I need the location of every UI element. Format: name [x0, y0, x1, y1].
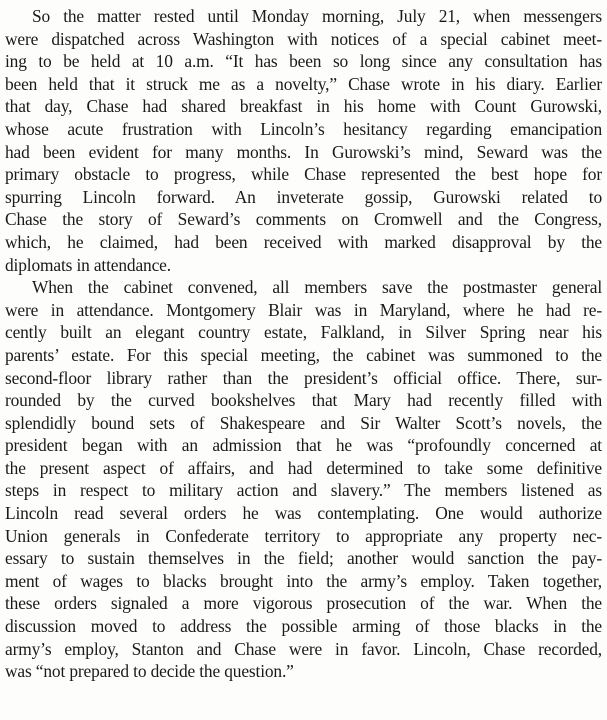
text-line: had been evident for many months. In Gurowski’s mind, Seward was the: [5, 141, 602, 162]
text-line: president began with an admission that he was “profoundly concerned at: [5, 435, 602, 456]
text-line: second-floor library rather than the president’s official office. There, sur-: [5, 367, 602, 388]
text-line: splendidly bound sets of Shakespeare and Sir Walter Scott’s novels, the: [5, 412, 602, 433]
text-line: ing to be held at 10 a.m. “It has been so long since any consultation has: [5, 51, 602, 72]
body-text: [5, 5, 602, 683]
text-line: Lincoln read several orders he was contemplating. One would authorize: [5, 503, 602, 524]
text-line: the present aspect of affairs, and had determined to take some definitive: [5, 457, 602, 478]
text-line: So the matter rested until Monday morning, July 21, when messengers: [32, 6, 602, 26]
text-line: Chase the story of Seward’s comments on Cromwell and the Congress,: [5, 209, 602, 230]
text-line: these orders signaled a more vigorous prosecution of the war. When the: [5, 593, 602, 614]
text-line: parents’ estate. For this special meeting, the cabinet was summoned to the: [5, 344, 602, 365]
text-line: whose acute frustration with Lincoln’s hesitancy regarding emancipation: [5, 118, 602, 139]
text-line: army’s employ, Stanton and Chase were in favor. Lincoln, Chase recorded,: [5, 638, 602, 659]
text-line: that day, Chase had shared breakfast in his home with Count Gurowski,: [5, 96, 602, 117]
text-line: was “not prepared to decide the question.”: [5, 661, 294, 682]
text-line: been held that it struck me as a novelty,” Chase wrote in his diary. Earlier: [5, 73, 602, 94]
text-line: rounded by the curved bookshelves that Mary had recently filled with: [5, 390, 602, 411]
text-line: discussion moved to address the possible arming of those blacks in the: [5, 616, 602, 637]
paragraph-2: [5, 276, 602, 683]
text-line: essary to sustain themselves in the field; another would sanction the pay-: [5, 548, 602, 569]
paragraph-1: [5, 5, 602, 276]
text-line: steps in respect to military action and slavery.” The members listened as: [5, 480, 602, 501]
text-line: Union generals in Confederate territory to appropriate any property nec-: [5, 525, 602, 546]
text-line: which, he claimed, had been received with marked disapproval by the: [5, 231, 602, 252]
text-line: primary obstacle to progress, while Chase represented the best hope for: [5, 164, 602, 185]
text-line: were in attendance. Montgomery Blair was in Maryland, where he had re-: [5, 299, 602, 320]
text-line: were dispatched across Washington with notices of a special cabinet meet-: [5, 28, 602, 49]
text-line: diplomats in attendance.: [5, 254, 171, 275]
text-line: When the cabinet convened, all members save the postmaster general: [32, 277, 602, 298]
text-line: ment of wages to blacks brought into the army’s employ. Taken together,: [5, 570, 602, 591]
text-line: spurring Lincoln forward. An inveterate gossip, Gurowski related to: [5, 186, 602, 207]
text-line: cently built an elegant country estate, Falkland, in Silver Spring near his: [5, 322, 602, 343]
